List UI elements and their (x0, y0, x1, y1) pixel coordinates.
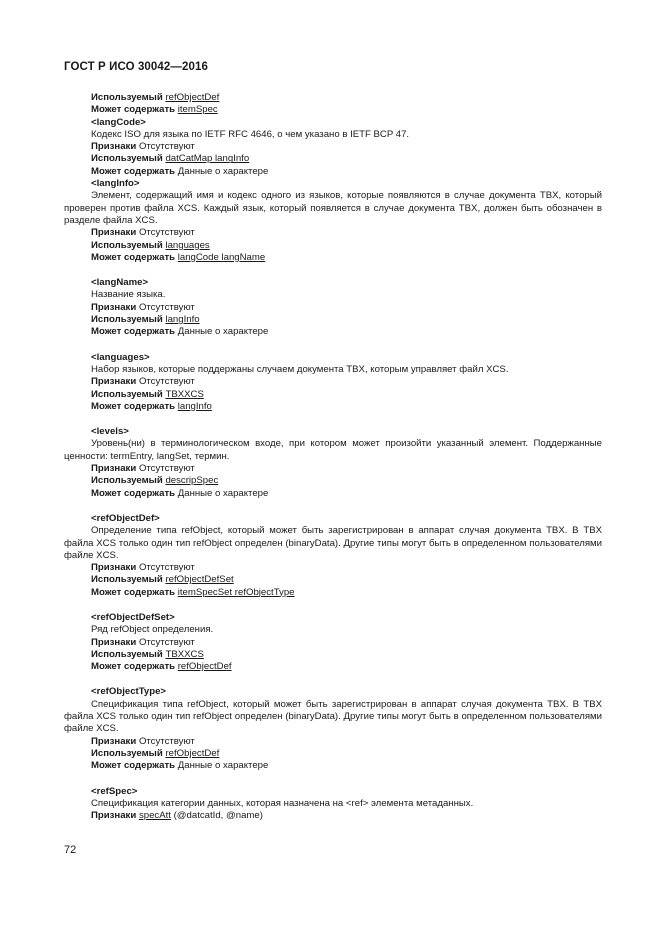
field-label: Признаки (91, 301, 137, 313)
entry-block (64, 612, 602, 673)
field-line (64, 463, 602, 475)
field-label: Может содержать (91, 586, 176, 598)
field-value: Отсутствуют (138, 562, 195, 574)
field-label: Используемый (91, 747, 163, 759)
field-label: Может содержать (91, 760, 176, 772)
entry-tag: <langInfo> (91, 178, 140, 190)
field-line (64, 252, 602, 264)
field-line (64, 166, 602, 178)
field-line (64, 748, 602, 760)
field-value: Данные о характере (177, 165, 269, 177)
field-label: Используемый (91, 92, 163, 103)
entry-block (64, 352, 602, 413)
field-value: Отсутствуют (138, 301, 195, 313)
entry-tag: <levels> (91, 426, 129, 438)
entry-description: Элемент, содержащий имя и кодекс одного из языков, которые появляются в случае документа TBX, который проверен против файла XCS. Каждый язык, который появляется в случае документа TBX, должен быть обозначен в разделе файла XCS. (64, 190, 602, 226)
field-line (64, 302, 602, 314)
field-line (64, 389, 602, 401)
field-link[interactable]: TBXXCS (165, 388, 204, 400)
field-line (64, 649, 602, 661)
field-label: Признаки (91, 735, 137, 747)
entry-description: Определение типа refObject, который может быть зарегистрирован в аппарат случая документа TBX. В TBX файла XCS только один тип refObject определен (binaryData). Другие типы могут быть в определенном пользователями файле XCS. (64, 525, 602, 561)
field-link[interactable]: refObjectDefSet (165, 574, 234, 586)
field-link[interactable]: refObjectDef (165, 747, 220, 759)
field-label: Может содержать (91, 165, 176, 177)
field-value: Отсутствуют (138, 376, 195, 388)
field-label: Может содержать (91, 104, 176, 116)
field-line (64, 587, 602, 599)
entry-tag: <refSpec> (91, 785, 138, 797)
field-link[interactable]: descripSpec (165, 475, 219, 487)
entry-description: Уровень(ни) в терминологическом входе, при котором может произойти указанный элемент. Поддержанные ценности: termEntry, langSet, термин. (64, 438, 602, 462)
entry-tag: <refObjectType> (91, 686, 167, 698)
field-label: Признаки (91, 810, 137, 822)
field-line (64, 141, 602, 153)
field-label: Признаки (91, 463, 137, 475)
entry-description: Название языка. (91, 289, 166, 301)
field-label: Используемый (91, 153, 163, 165)
field-link[interactable]: itemSpec (177, 104, 218, 116)
field-line (64, 760, 602, 772)
field-line (64, 153, 602, 165)
field-label: Признаки (91, 376, 137, 388)
field-label: Используемый (91, 475, 163, 487)
field-link[interactable]: langCode langName (177, 251, 266, 263)
entry-tag: <langName> (91, 277, 149, 289)
entry-description: Спецификация типа refObject, который может быть зарегистрирован в аппарат случая документа TBX. В TBX файла XCS только один тип refObject определен (binaryData). Другие типы могут быть в определенном пользователями файле XCS. (64, 698, 602, 735)
intro-block (64, 92, 602, 117)
entry-block (64, 117, 602, 178)
field-line (64, 326, 602, 338)
field-label: Используемый (91, 574, 163, 586)
entries-list (64, 117, 602, 823)
entry-block (64, 178, 602, 264)
field-label: Признаки (91, 562, 137, 574)
field-value: Отсутствуют (138, 463, 195, 475)
field-label: Может содержать (91, 251, 176, 263)
field-line (64, 401, 602, 413)
field-label: Может содержать (91, 326, 176, 338)
entry-description: Набор языков, которые поддержаны случаем документа TBX, которым управляет файл XCS. (91, 363, 509, 375)
page-number: 72 (64, 844, 77, 856)
content-body (64, 92, 602, 835)
field-line (64, 488, 602, 500)
entry-description: Ряд refObject определения. (91, 624, 214, 636)
field-label: Признаки (91, 636, 137, 648)
field-line (64, 104, 602, 116)
field-line (64, 376, 602, 388)
field-label: Используемый (91, 314, 163, 326)
field-label: Используемый (91, 239, 163, 251)
field-value: Данные о характере (177, 760, 269, 772)
field-line (64, 92, 602, 104)
field-value: Отсутствуют (138, 141, 195, 153)
entry-tag: <langCode> (91, 116, 146, 128)
field-value: Отсутствуют (138, 636, 195, 648)
field-label: Признаки (91, 227, 137, 239)
entry-block (64, 686, 602, 772)
field-link[interactable]: langInfo (177, 400, 212, 412)
entry-description: Кодекс ISO для языка по IETF RFC 4646, о чем указано в IETF BCP 47. (91, 128, 410, 140)
entry-block (64, 786, 602, 823)
field-line (64, 810, 602, 822)
field-link[interactable]: refObjectDef (177, 661, 232, 673)
field-line (64, 475, 602, 487)
field-value: Отсутствуют (138, 227, 195, 239)
field-line (64, 637, 602, 649)
entry-tag: <refObjectDefSet> (91, 611, 175, 623)
field-link[interactable]: langInfo (165, 314, 200, 326)
field-line (64, 562, 602, 574)
field-label: Может содержать (91, 487, 176, 499)
field-label: Используемый (91, 648, 163, 660)
entry-block (64, 277, 602, 338)
document-header: ГОСТ Р ИСО 30042—2016 (64, 61, 209, 73)
field-suffix: (@datcatId, @name) (170, 810, 263, 822)
field-link[interactable]: itemSpecSet refObjectType (177, 586, 295, 598)
entry-description: Спецификация категории данных, которая назначена на <ref> элемента метаданных. (91, 797, 474, 809)
field-link[interactable]: specAtt (138, 810, 171, 822)
field-label: Может содержать (91, 400, 176, 412)
field-link[interactable]: languages (165, 239, 210, 251)
field-value: Данные о характере (177, 487, 269, 499)
entry-tag: <languages> (91, 351, 150, 363)
field-value: Отсутствуют (138, 735, 195, 747)
entry-block (64, 426, 602, 500)
field-link[interactable]: TBXXCS (165, 648, 204, 660)
field-link[interactable]: datCatMap langInfo (165, 153, 250, 165)
field-line (64, 574, 602, 586)
field-line (64, 736, 602, 748)
entry-block (64, 513, 602, 599)
field-line (64, 661, 602, 673)
field-link[interactable]: refObjectDef (165, 92, 220, 103)
field-label: Используемый (91, 388, 163, 400)
entry-tag: <refObjectDef> (91, 512, 160, 524)
field-value: Данные о характере (177, 326, 269, 338)
field-line (64, 227, 602, 239)
field-label: Признаки (91, 141, 137, 153)
field-line (64, 240, 602, 252)
field-label: Может содержать (91, 661, 176, 673)
field-line (64, 314, 602, 326)
